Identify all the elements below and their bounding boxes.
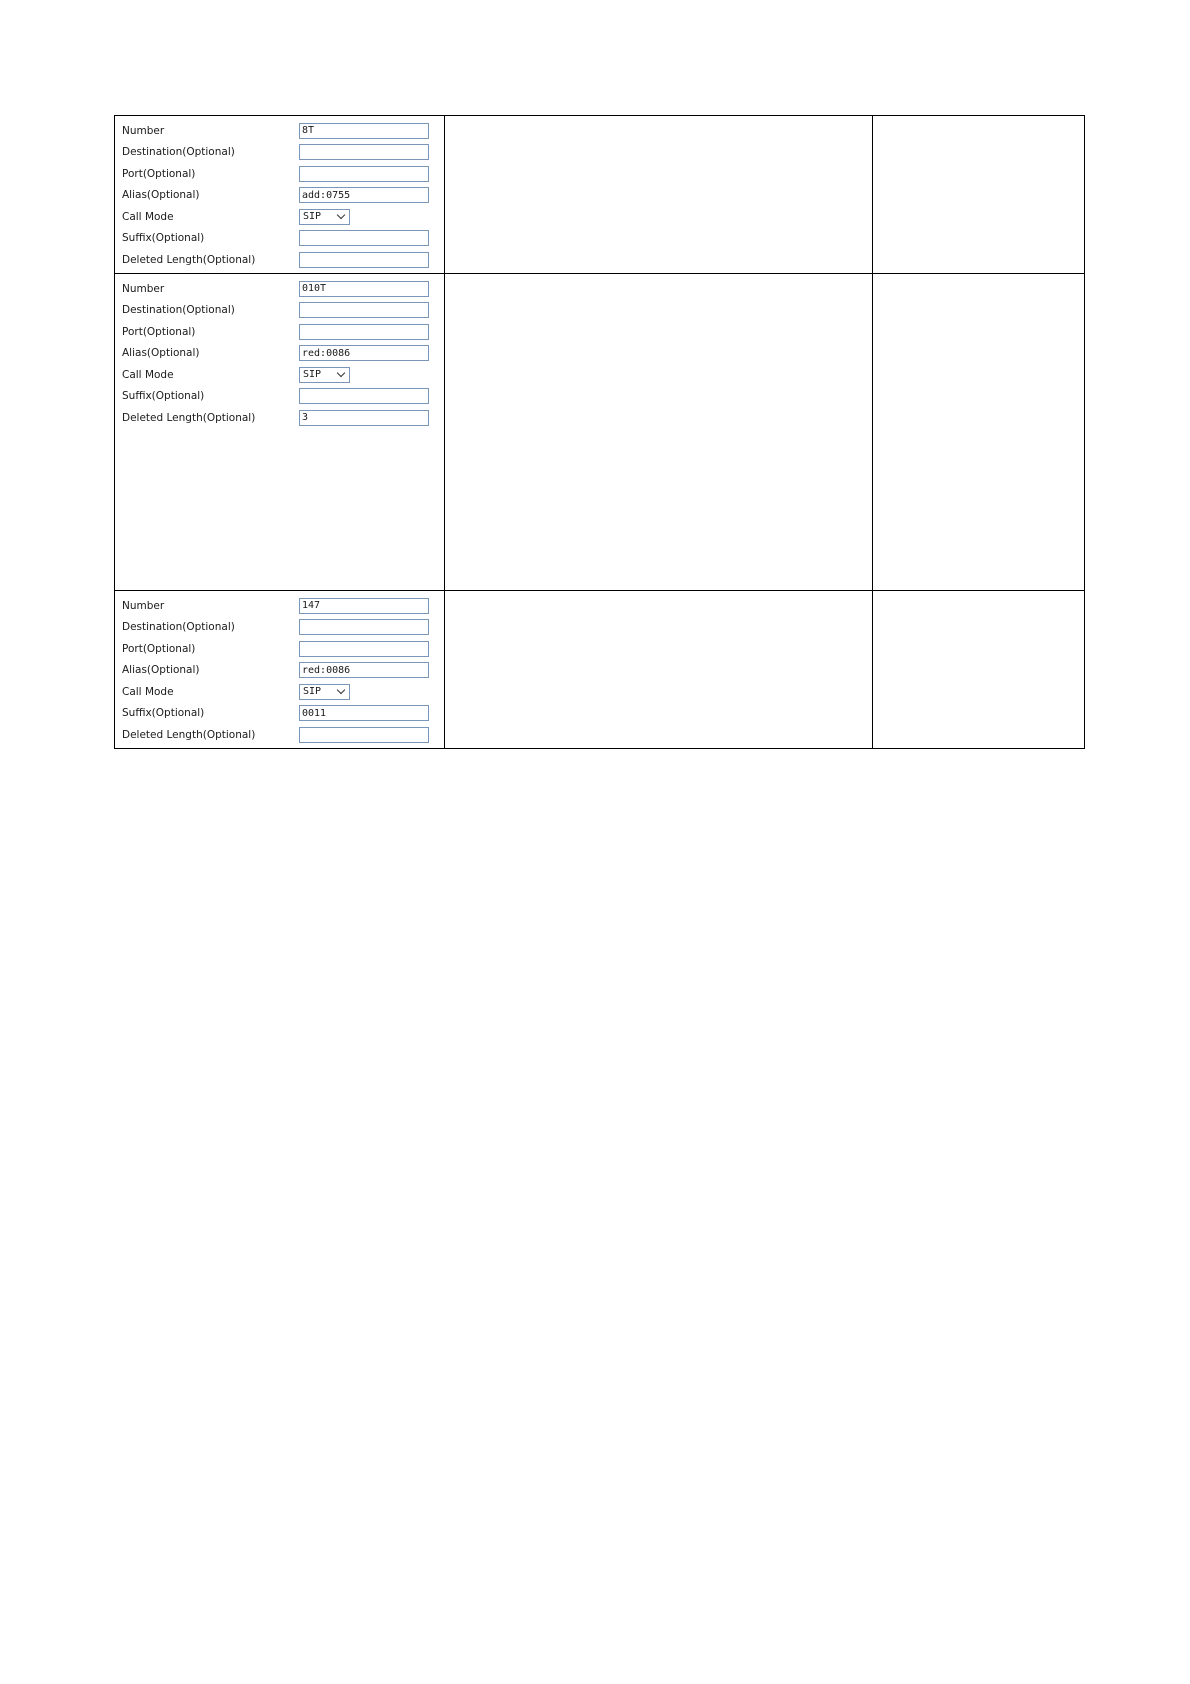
alias-label: Alias(Optional) (122, 347, 200, 360)
deleted-length-input[interactable] (299, 252, 429, 268)
destination-input[interactable] (299, 144, 429, 160)
call-mode-value: SIP (303, 369, 322, 381)
suffix-row (122, 386, 444, 408)
number-label: Number (122, 282, 165, 295)
destination-input[interactable] (299, 619, 429, 635)
suffix-row (122, 703, 444, 725)
rule-description-cell (445, 591, 872, 749)
rule-form-cell (115, 591, 445, 749)
rule-note-cell (872, 116, 1084, 274)
number-label: Number (122, 124, 165, 137)
dial-rules-table (114, 115, 1085, 749)
port-row (122, 638, 444, 660)
destination-input[interactable] (299, 302, 429, 318)
number-row (122, 278, 444, 300)
deleted-length-label: Deleted Length(Optional) (122, 253, 256, 266)
port-row (122, 321, 444, 343)
alias-input[interactable] (299, 662, 429, 678)
rule-form-cell (115, 116, 445, 274)
chevron-down-icon (337, 369, 345, 377)
call-mode-label: Call Mode (122, 210, 174, 223)
alias-row (122, 660, 444, 682)
port-label: Port(Optional) (122, 642, 196, 655)
call-mode-value: SIP (303, 211, 322, 223)
destination-row (122, 617, 444, 639)
call-mode-select[interactable] (299, 209, 350, 225)
deleted-length-row (122, 407, 444, 429)
rule-form-cell (115, 274, 445, 591)
table-row (115, 274, 1085, 591)
suffix-input[interactable] (299, 705, 429, 721)
table-row (115, 116, 1085, 274)
suffix-label: Suffix(Optional) (122, 707, 205, 720)
call-mode-select[interactable] (299, 684, 350, 700)
call-mode-row (122, 681, 444, 703)
deleted-length-row (122, 724, 444, 746)
rule-note-cell (872, 591, 1084, 749)
call-mode-label: Call Mode (122, 685, 174, 698)
suffix-row (122, 228, 444, 250)
suffix-input[interactable] (299, 388, 429, 404)
alias-label: Alias(Optional) (122, 189, 200, 202)
destination-label: Destination(Optional) (122, 146, 235, 159)
table-row (115, 591, 1085, 749)
deleted-length-row (122, 249, 444, 271)
call-mode-value: SIP (303, 686, 322, 698)
number-input[interactable] (299, 598, 429, 614)
deleted-length-input[interactable] (299, 727, 429, 743)
destination-row (122, 300, 444, 322)
destination-label: Destination(Optional) (122, 304, 235, 317)
rule-note-cell (872, 274, 1084, 591)
deleted-length-label: Deleted Length(Optional) (122, 728, 256, 741)
rule-form (115, 274, 444, 429)
rule-description-cell (445, 116, 872, 274)
destination-label: Destination(Optional) (122, 621, 235, 634)
port-label: Port(Optional) (122, 167, 196, 180)
number-input[interactable] (299, 123, 429, 139)
rule-description-cell (445, 274, 872, 591)
port-input[interactable] (299, 324, 429, 340)
suffix-input[interactable] (299, 230, 429, 246)
destination-row (122, 142, 444, 164)
alias-input[interactable] (299, 345, 429, 361)
alias-row (122, 343, 444, 365)
number-input[interactable] (299, 281, 429, 297)
call-mode-row (122, 364, 444, 386)
number-label: Number (122, 599, 165, 612)
deleted-length-input[interactable] (299, 410, 429, 426)
port-label: Port(Optional) (122, 325, 196, 338)
call-mode-select[interactable] (299, 367, 350, 383)
alias-input[interactable] (299, 187, 429, 203)
deleted-length-label: Deleted Length(Optional) (122, 411, 256, 424)
port-input[interactable] (299, 641, 429, 657)
rule-form (115, 116, 444, 271)
alias-row (122, 185, 444, 207)
chevron-down-icon (337, 211, 345, 219)
alias-label: Alias(Optional) (122, 664, 200, 677)
call-mode-row (122, 206, 444, 228)
number-row (122, 120, 444, 142)
port-row (122, 163, 444, 185)
chevron-down-icon (337, 686, 345, 694)
suffix-label: Suffix(Optional) (122, 390, 205, 403)
port-input[interactable] (299, 166, 429, 182)
suffix-label: Suffix(Optional) (122, 232, 205, 245)
call-mode-label: Call Mode (122, 368, 174, 381)
rule-form (115, 591, 444, 746)
number-row (122, 595, 444, 617)
